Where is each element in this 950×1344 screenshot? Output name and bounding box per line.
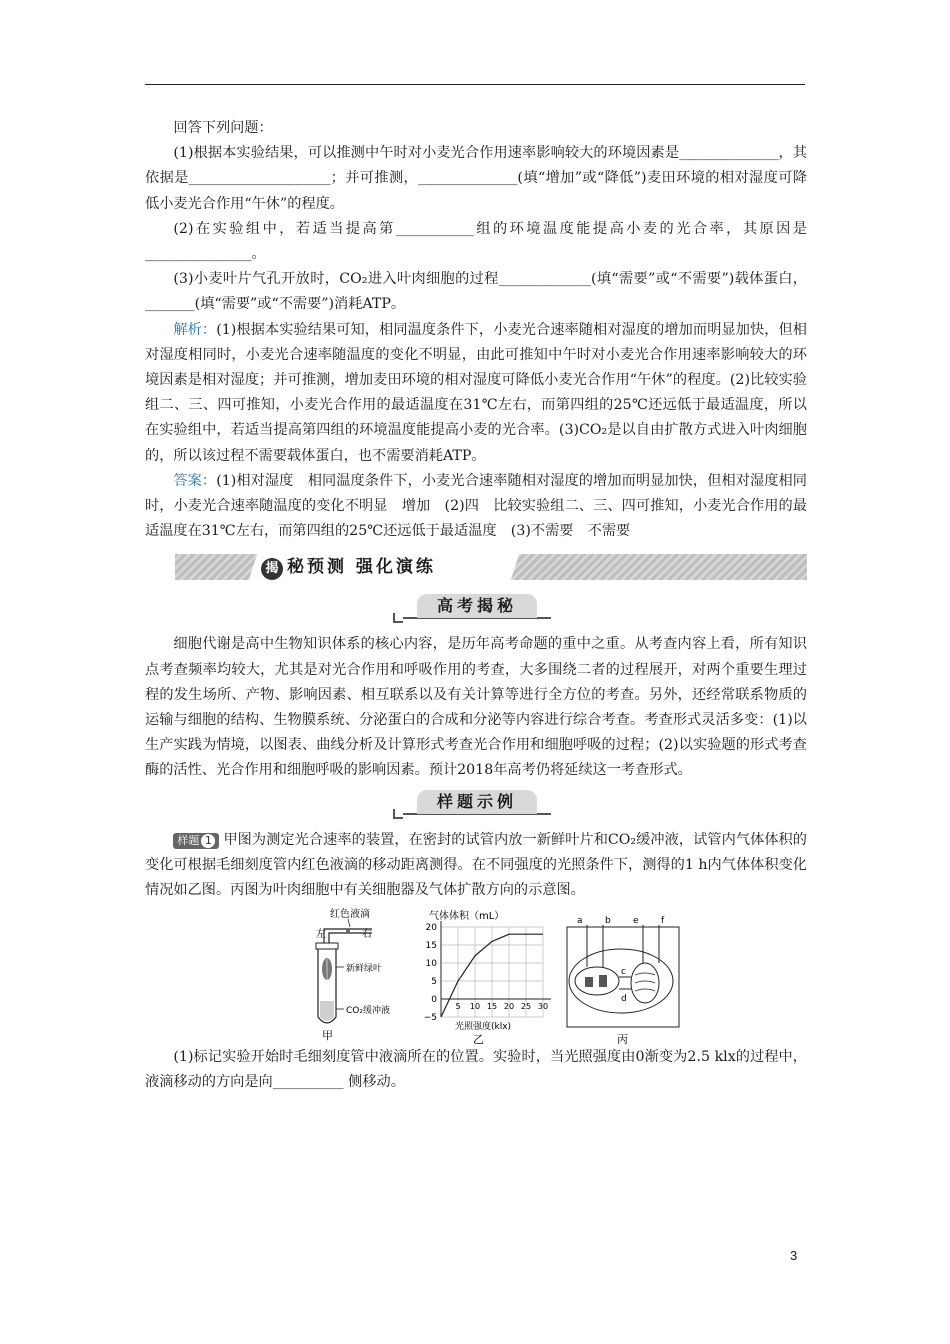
sub-question-1: (1)标记实验开始时毛细刻度管中液滴所在的位置。实验时，当光照强度由0渐变为2.5 klx的过程中，液滴移动的方向是向__________ 侧移动。 — [145, 1049, 807, 1091]
label-a: a — [577, 916, 583, 927]
label-drop: 红色液滴 — [330, 909, 370, 921]
chart-xtick-label: 30 — [537, 1002, 549, 1012]
exam-intro: 细胞代谢是高中生物知识体系的核心内容，是历年高考命题的重中之重。从考查内容上看，所有知识点考查频率均较大，尤其是对光合作用和呼吸作用的考查，大多围绕二者的过程展开，对两个重要生理过程的发生场所、产物、影响因素、相互联系以及有关计算等进行全方位的考查。另外，还经常联系物质的运输与细胞的结构、生物膜系统、分泌蛋白的合成和分泌等内容进行综合考查。考查形式灵活多变：(1)以生产实践为情境，以图表、曲线分析及计算形式考查光合作用和细胞呼吸的过程；(2)以实验题的形式考查酶的活性、光合作用和细胞呼吸的影响因素。预计2018年高考仍将延续这一考查形式。 — [145, 636, 807, 779]
caption-jia: 甲 — [322, 1029, 333, 1043]
chart-xtick-label: 10 — [469, 1002, 481, 1012]
banner-icon: 揭 — [261, 558, 283, 580]
label-right: 右 — [362, 929, 372, 941]
chart-ytick-label: −5 — [423, 1013, 437, 1024]
caption-yi: 乙 — [473, 1033, 484, 1046]
banner-title: 秘预测 强化演练 — [287, 557, 436, 578]
label-f: f — [661, 916, 665, 927]
figure-yi — [424, 909, 551, 1045]
page-number: 3 — [790, 1248, 798, 1263]
question-3: (3)小麦叶片气孔开放时，CO₂进入叶肉细胞的过程_____________(填“需要”或“不需要”)载体蛋白，_______(填“需要”或“不需要”)消耗ATP。 — [145, 271, 807, 313]
chart-ytick-label: 10 — [425, 959, 437, 970]
caption-bing: 丙 — [617, 1033, 628, 1046]
chart-yticks — [424, 923, 438, 1023]
chart-xticks — [455, 1002, 548, 1011]
label-buffer: CO₂缓冲液 — [346, 1006, 390, 1017]
answer-label: 答案： — [173, 472, 217, 489]
question-2: (2)在实验组中，若适当提高第___________组的环境温度能提高小麦的光合率，其原因是_______________。 — [145, 220, 807, 263]
answer-paragraph — [145, 469, 807, 545]
chart-xtick-label: 5 — [455, 1002, 461, 1012]
figure-row — [145, 905, 807, 1045]
label-leaf: 新鲜绿叶 — [346, 964, 383, 975]
answer-text: (1)相对湿度 相同温度条件下，小麦光合速率随相对湿度的增加而明显加快，但相对湿度相同时，小麦光合速率随温度的变化不明显 增加 (2)四 比较实验组二、三、四可推知，小麦光合作用的最适温度在31℃左右，而第四组的25℃还远低于最适温度 (3)不需要 不需要 — [145, 472, 807, 540]
chart-xlabel: 光照强度(klx) — [455, 1022, 512, 1033]
chart-xtick-label: 15 — [486, 1002, 498, 1012]
section-tab-example — [145, 788, 807, 822]
chart-ytick-label: 20 — [425, 923, 437, 934]
example-text: 甲图为测定光合速率的装置，在密封的试管内放一新鲜叶片和CO₂缓冲液，试管内气体体积的变化可根据毛细刻度管内红色液滴的移动距离测得。在不同强度的光照条件下，测得的1 h内气体体积变化情况如乙图。丙图为叶肉细胞中有关细胞器及气体扩散方向的示意图。 — [145, 831, 807, 899]
label-d: d — [621, 994, 627, 1005]
label-left: 左 — [316, 929, 326, 941]
figure-jia — [316, 907, 390, 1042]
analysis-text: (1)根据本实验结果可知，相同温度条件下，小麦光合速率随相对湿度的增加而明显加快，但相对湿度相同时，小麦光合速率随温度的变化不明显，由此可推知中午时对小麦光合作用速率影响较大的环境因素是相对湿度；并可推测，增加麦田环境的相对湿度可降低小麦光合作用“午休”的程度。(2)比较实验组二、三、四可推知，小麦光合作用的最适温度在31℃左右，而第四组的25℃还远低于最适温度，所以在实验组中，若适当提高第四组的环境温度能提高小麦的光合率。(3)CO₂是以自由扩散方式进入叶肉细胞的，所以该过程不需要载体蛋白，也不需要消耗ATP。 — [145, 321, 807, 464]
chart-ytick-label: 0 — [431, 995, 437, 1006]
chart-xtick-label: 20 — [503, 1002, 515, 1012]
label-b: b — [605, 916, 611, 927]
question-1: (1)根据本实验结果，可以推测中午时对小麦光合作用速率影响较大的环境因素是______________，其依据是____________________；并可推测，______________(填“增加”或“降低”)麦田环境的相对湿度可降低小麦光合作用“午休”的程度。 — [145, 145, 807, 212]
chart-xtick-label: 25 — [520, 1002, 532, 1012]
analysis-paragraph — [145, 318, 807, 469]
section-tab-exam — [145, 592, 807, 626]
figure-bing — [567, 916, 679, 1045]
section-banner — [175, 552, 807, 582]
example-tag: 样题 1 — [173, 833, 219, 849]
example-question — [145, 828, 807, 904]
analysis-label: 解析： — [173, 321, 217, 338]
section-title-example: 样题示例 — [417, 790, 537, 814]
header-rule — [145, 84, 805, 85]
label-e: e — [633, 916, 639, 927]
figures — [145, 905, 807, 1045]
chart-ytick-label: 15 — [425, 941, 437, 952]
page-content — [145, 116, 807, 1096]
chart-ylabel: 气体体积（mL） — [429, 911, 505, 923]
label-c: c — [621, 967, 626, 978]
chart-ytick-label: 5 — [431, 977, 437, 988]
question-intro: 回答下列问题： — [173, 120, 273, 136]
section-title-exam: 高考揭秘 — [417, 594, 537, 618]
